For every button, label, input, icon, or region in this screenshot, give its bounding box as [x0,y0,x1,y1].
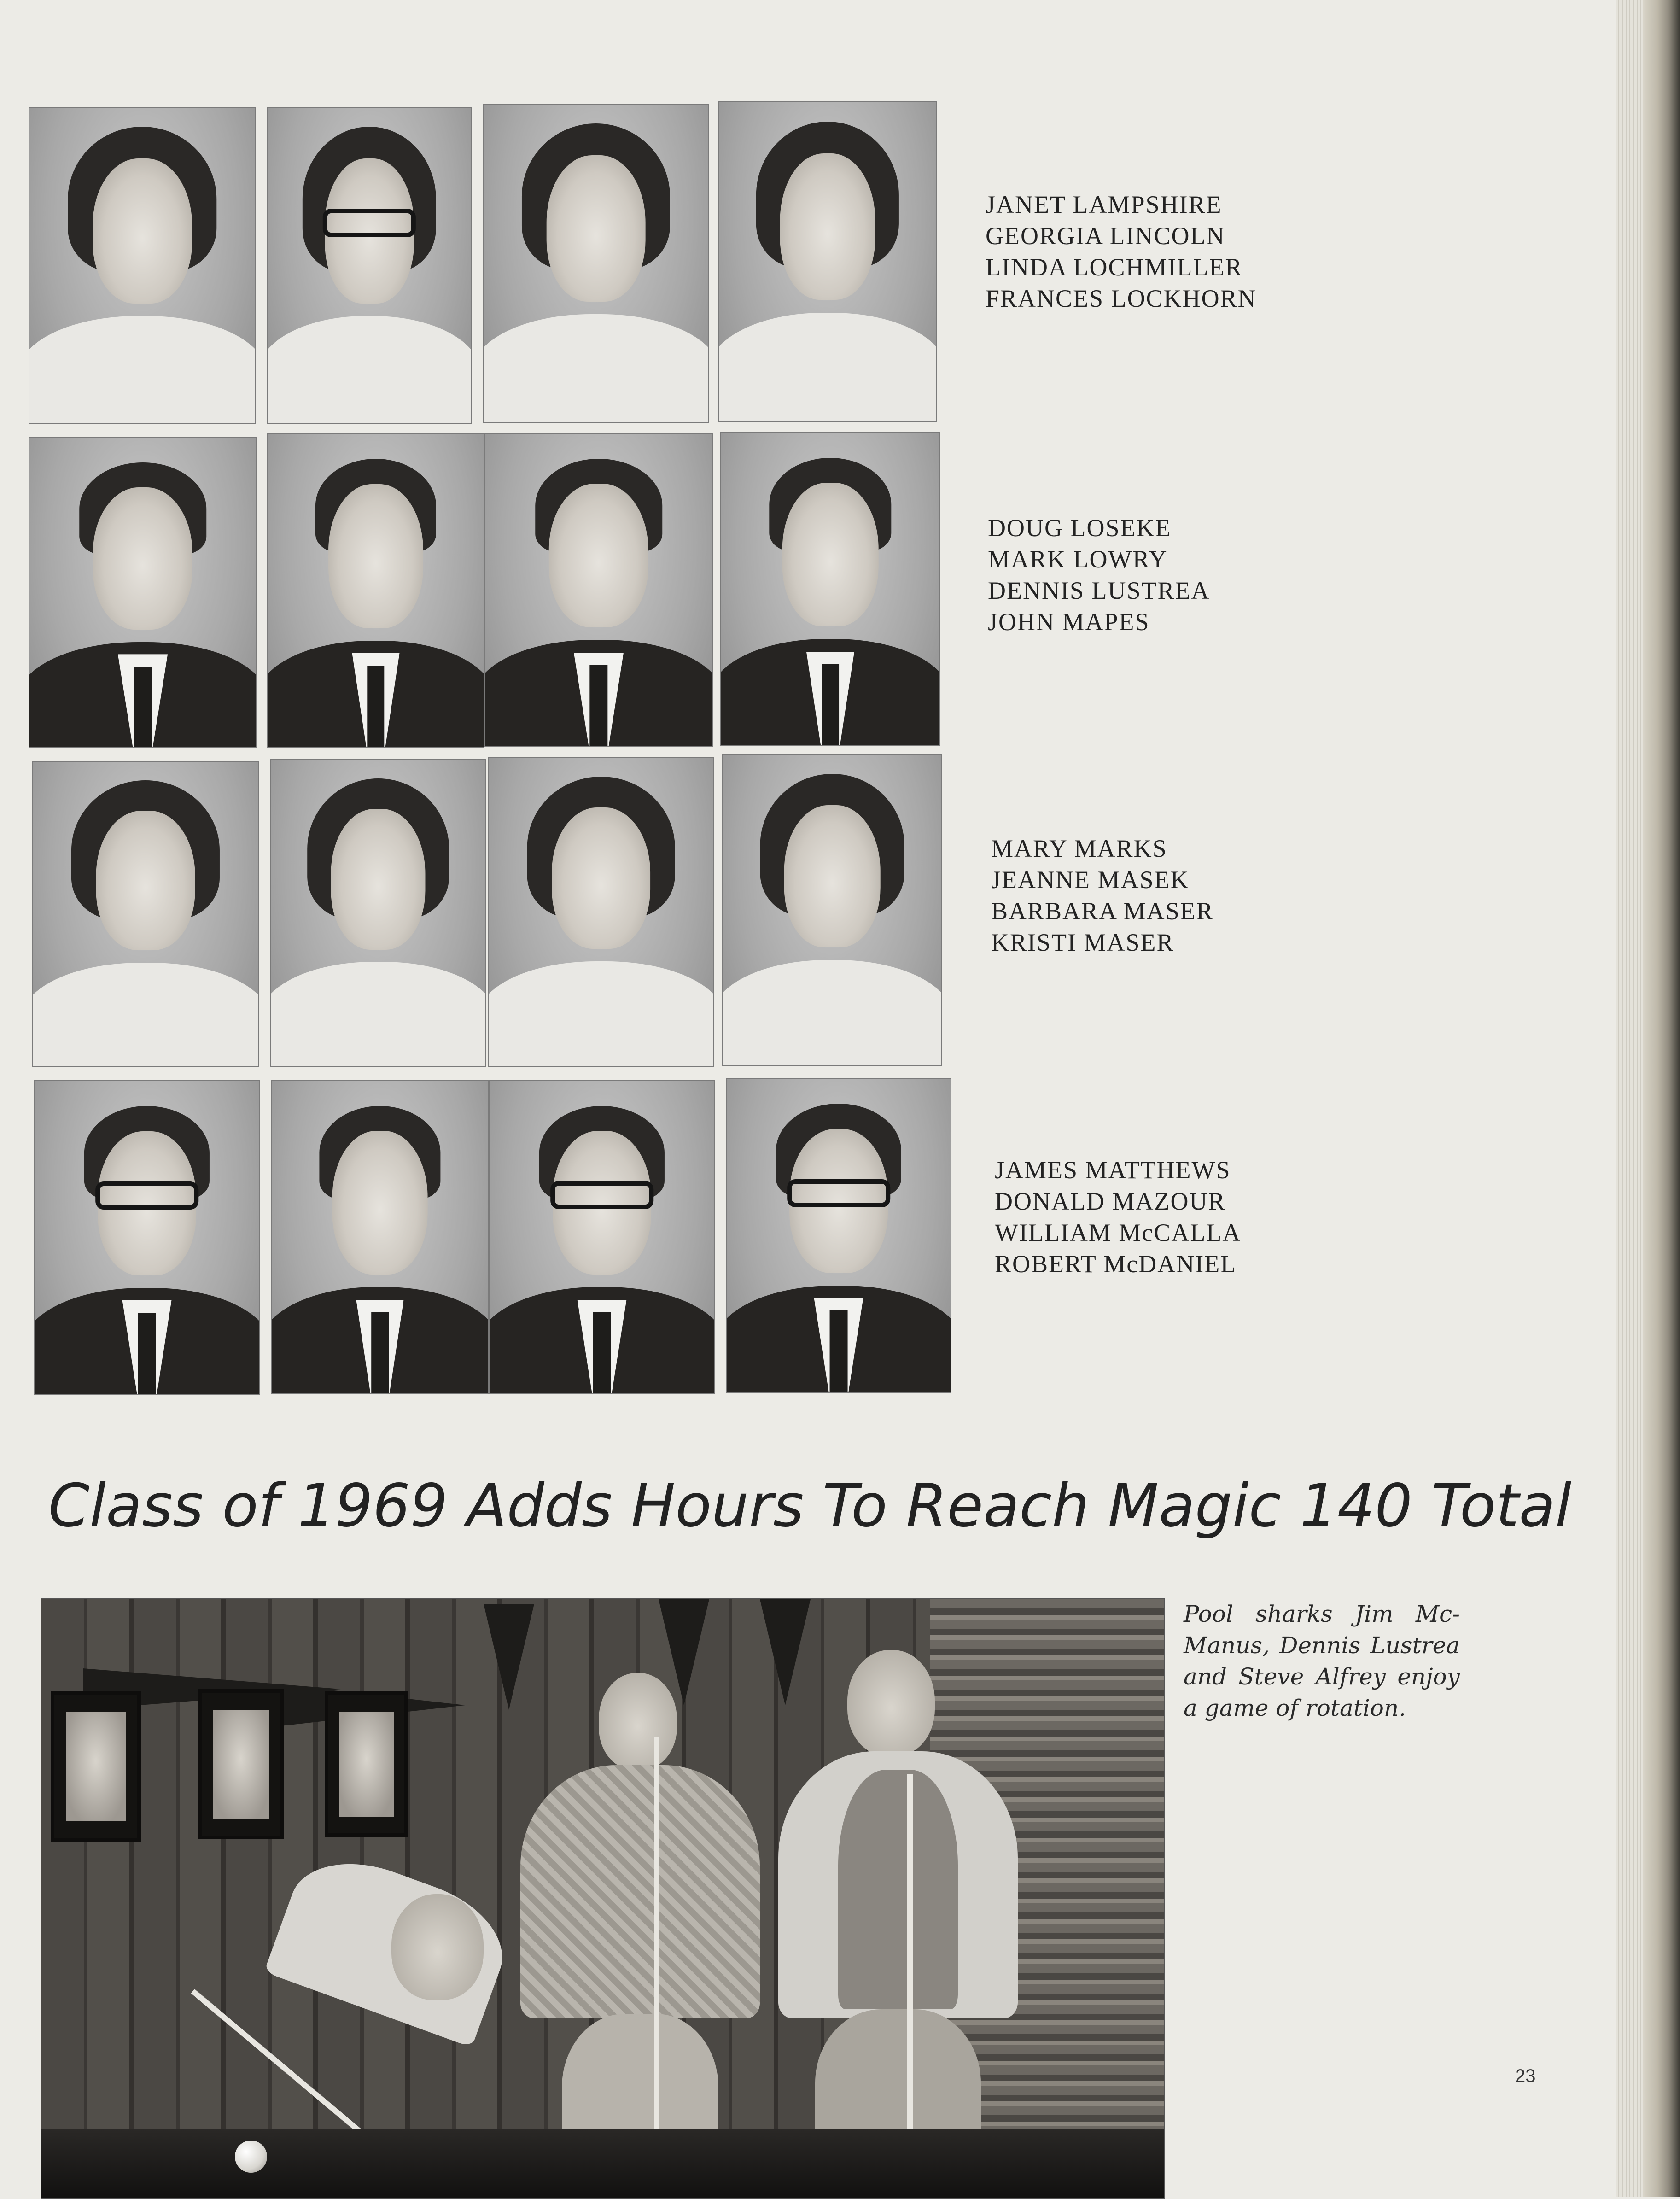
portrait [267,433,484,748]
page-edge-lines [1616,0,1643,2197]
portrait [484,433,713,747]
student-name: JANET LAMPSHIRE [986,191,1222,218]
student-name: MARY MARKS [991,835,1167,862]
student-name: KRISTI MASER [991,929,1174,956]
portrait [271,1080,489,1394]
student-name: LINDA LOCHMILLER [986,253,1243,281]
portrait [29,107,256,424]
name-list [995,1154,1241,1280]
student-name: JEANNE MASEK [991,866,1190,894]
portrait [267,107,472,424]
student-name: DENNIS LUSTREA [988,577,1210,604]
portrait [32,761,259,1067]
name-list [986,189,1257,314]
framed-picture [51,1691,141,1842]
portrait [488,757,714,1067]
pool-cue [654,1737,659,2175]
student-name: DONALD MAZOUR [995,1187,1226,1215]
portrait [34,1080,260,1395]
book-spine-edge [1643,0,1680,2197]
student-name: JOHN MAPES [988,608,1150,636]
player-standing-right [778,1650,1018,2180]
pool-photo [41,1598,1165,2199]
portrait [718,101,937,422]
player-bending [281,1839,539,2124]
portrait [29,437,257,748]
student-name: DOUG LOSEKE [988,514,1172,542]
page-headline: Class of 1969 Adds Hours To Reach Magic 140 Total [48,1472,1572,1540]
portrait [270,759,486,1067]
pool-ball [235,2141,267,2173]
student-name: BARBARA MASER [991,897,1214,925]
student-name: JAMES MATTHEWS [995,1156,1231,1184]
portrait [720,432,940,746]
player-standing-center [520,1673,760,2180]
student-name: FRANCES LOCKHORN [986,285,1257,312]
pool-cue [907,1774,913,2180]
student-name: GEORGIA LINCOLN [986,222,1225,250]
framed-picture [325,1691,408,1837]
photo-caption: Pool sharks Jim Mc-Manus, Dennis Lustrea and Steve Alfrey enjoy a game of rotation. [1184,1601,1460,1721]
name-list [991,833,1214,958]
student-name: MARK LOWRY [988,545,1168,573]
student-name: WILLIAM McCALLA [995,1219,1242,1246]
portrait [489,1080,715,1394]
pool-table [41,2129,1164,2198]
page-number: 23 [1515,2066,1536,2086]
portrait [722,754,942,1066]
name-list [988,512,1210,637]
student-name: ROBERT McDANIEL [995,1250,1237,1278]
framed-picture [198,1689,284,1839]
portrait [483,104,709,423]
portrait [726,1078,951,1393]
